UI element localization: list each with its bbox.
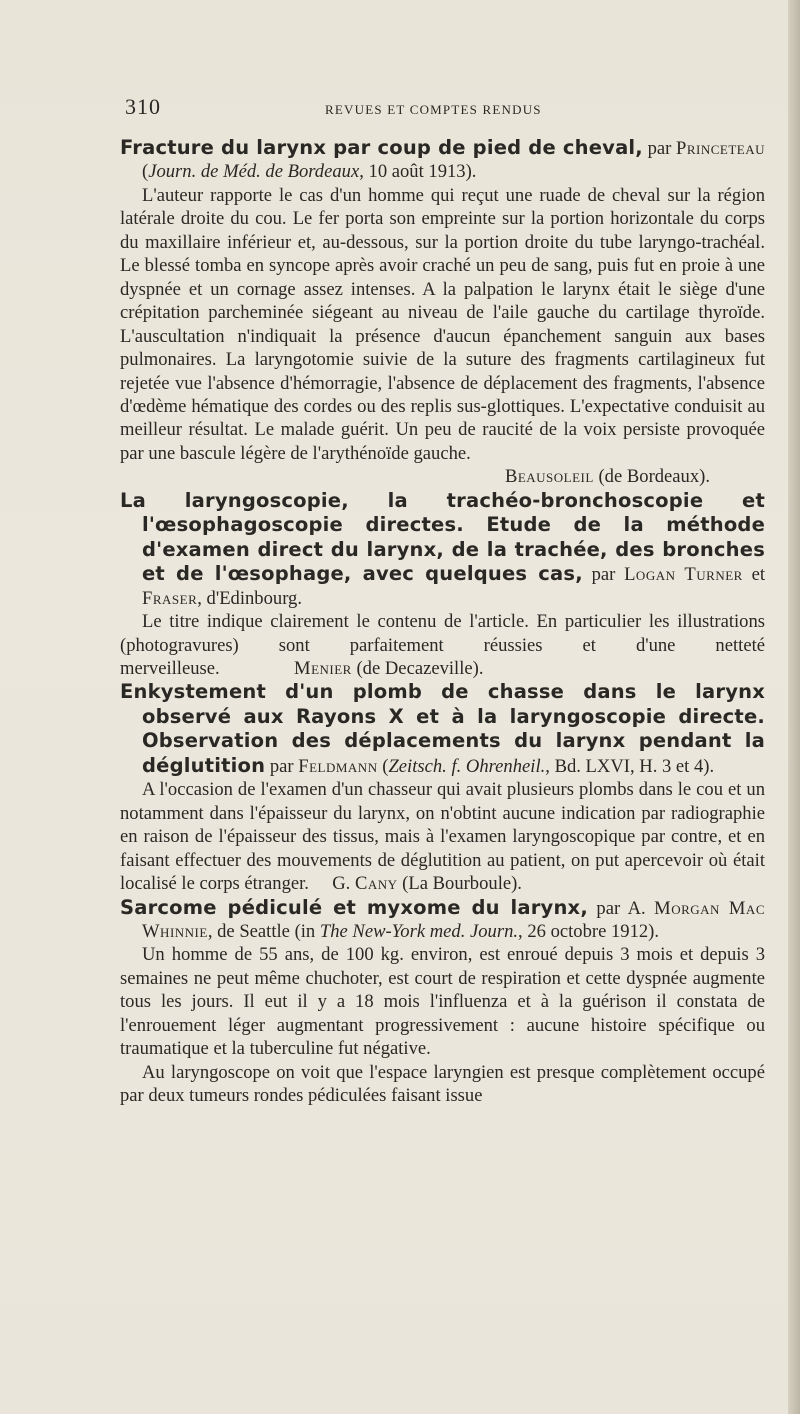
article-4-heading: Sarcome pédiculé et myxome du larynx, par A. Morgan Mac Whinnie, de Seattle (in The New-York med. Journ., 26 octobre 1912).: [120, 895, 765, 942]
article-3-title: Enkystement d'un plomb de chasse dans le larynx observé aux Rayons X et à la laryngoscopie directe. Observation des déplacements du larynx pendant la déglutition: [120, 680, 765, 777]
article-4-title: Sarcome pédiculé et myxome du larynx,: [120, 895, 588, 919]
article-3-heading: Enkystement d'un plomb de chasse dans le larynx observé aux Rayons X et à la laryngoscopie directe. Observation des déplacements du larynx pendant la déglutition par Feldmann (Zeitsch. f. Ohrenheil., Bd. LXVI, H. 3 et 4).: [120, 680, 765, 777]
article-2-heading: La laryngoscopie, la trachéo-bronchoscopie et l'œsophagoscopie directes. Etude de la méthode d'examen direct du larynx, de la trachée, des bronches et de l'œsophage, avec quelques cas, par Logan Turner et Fraser, d'Edinbourg.: [120, 488, 766, 609]
article-4-paragraph-2: Au laryngoscope on voit que l'espace laryngien est presque complètement occupé par deux tumeurs rondes pédiculées faisant issue: [120, 1061, 765, 1107]
article-3-paragraph: A l'occasion de l'examen d'un chasseur qui avait plusieurs plombs dans le cou et un notamment dans l'épaisseur du larynx, on n'obtint aucune indication par radiographie en raison de l'épaisseur des tissus, mais à l'examen laryngoscopique par contre, et en faisant effectuer des mouvements de déglutition au patient, on put apercevoir où était localisé le corps étranger. G. Cany (La Bourboule).: [120, 779, 765, 895]
article-1-heading: Fracture du larynx par coup de pied de cheval, par Princeteau (Journ. de Méd. de Bordeaux, 10 août 1913).: [120, 136, 765, 183]
article-2-author-2: Fraser: [142, 587, 198, 609]
page-header: [125, 94, 765, 124]
article-1-reviewer: Beausoleil (de Bordeaux).: [504, 466, 710, 488]
article-2-paragraph: Le titre indique clairement le contenu de l'article. En particulier les illustrations (photogravures) sont parfaitement réussies et d'une netteté merveilleuse. Menier (de Decazeville).: [120, 611, 765, 679]
running-head: REVUES ET COMPTES RENDUS: [325, 102, 542, 117]
article-2-reviewer: Menier: [294, 657, 352, 679]
article-1-source: Journ. de Méd. de Bordeaux: [148, 161, 360, 183]
body-text: [120, 136, 765, 1108]
article-1-title: Fracture du larynx par coup de pied de cheval,: [120, 136, 643, 159]
article-1-paragraph: L'auteur rapporte le cas d'un homme qui reçut une ruade de cheval sur la région latérale droite du cou. Le fer porta son empreinte sur la portion horizontale du corps du maxillaire inférieur et, au-dessous, sur la portion droite du tube laryngo-trachéal. Le blessé tomba en syncope après avoir craché un peu de sang, puis fut en proie à une dyspnée et un cornage assez intenses. A la palpation le larynx était le siège d'une crépitation parcheminée siégeant au niveau de l'aile gauche du cartilage thyroïde. L'auscultation n'indiquait la présence d'aucun épanchement sanguin aux bases pulmonaires. La laryngotomie suivie de la suture des fragments cartilagineux fut rejetée vue l'absence d'hémorragie, l'absence de déplacement des fragments, l'absence d'œdème hématique des cordes ou des replis sus-glottiques. L'expectative conduisit au meilleur résultat. Le malade guérit. Un peu de raucité de la voix persiste provoquée par une bascule légère de l'arythénoïde gauche.: [120, 184, 765, 464]
article-3-author: Feldmann: [298, 755, 378, 777]
article-2-title: La laryngoscopie, la trachéo-bronchoscopie et l'œsophagoscopie directes. Etude de la méthode d'examen direct du larynx, de la trachée, des bronches et de l'œsophage, avec quelques cas,: [120, 488, 765, 586]
article-1-author: Princeteau: [676, 138, 765, 159]
page-number: 310: [125, 94, 161, 119]
article-4-author: Morgan Mac Whinnie: [142, 897, 765, 942]
article-3-reviewer: Cany: [354, 873, 398, 895]
page-edge-shadow: [788, 0, 800, 1414]
article-4-source: The New-York med. Journ.: [319, 920, 519, 942]
article-2-author: Logan Turner: [624, 564, 743, 586]
article-3-source: Zeitsch. f. Ohrenheil.: [388, 755, 546, 777]
article-4-paragraph: Un homme de 55 ans, de 100 kg. environ, est enroué depuis 3 mois et depuis 3 semaines ne peut même chuchoter, est court de respiration et cette dyspnée augmente tous les jours. Il eut il y a 18 mois l'influenza et à la guérison il constata de l'enrouement léger augmentant progressivement : aucune histoire spécifique ou traumatique et la tuberculine fut négative.: [120, 944, 765, 1060]
